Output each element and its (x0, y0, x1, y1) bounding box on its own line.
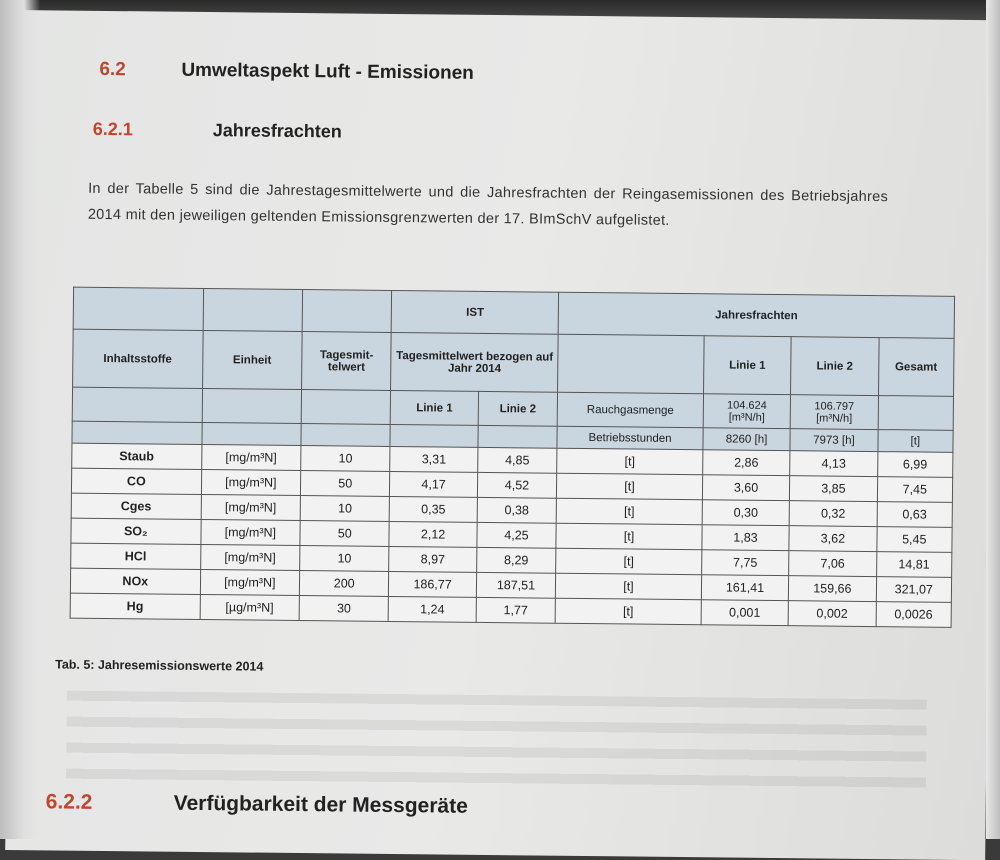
next-subsection-heading (46, 790, 468, 818)
table-caption: Tab. 5: Jahresemissionswerte 2014 (55, 657, 264, 674)
cell-stoff: Hg (70, 593, 200, 619)
cell-jahresfracht-linie1: 3,60 (702, 475, 790, 501)
next-subsection-number: 6.2.2 (45, 790, 93, 814)
cell-stoff: SO₂ (71, 518, 201, 544)
cell-linie1: 3,31 (390, 446, 478, 472)
betriebsstunden-gesamt-unit: [t] (878, 430, 954, 453)
header-empty-cell (478, 425, 558, 448)
cell-jahresfracht-linie2: 0,32 (789, 501, 877, 527)
cell-jahresfracht-linie2: 159,66 (789, 576, 877, 602)
cell-grenzwert: 10 (301, 446, 391, 472)
cell-gesamt: 14,81 (876, 552, 952, 578)
cell-gesamt: 0,0026 (876, 602, 952, 628)
section-title: Umweltaspekt Luft - Emissionen (181, 59, 474, 84)
bleed-through-text (66, 691, 927, 790)
header-empty-cell (72, 421, 202, 444)
cell-grenzwert: 50 (300, 521, 390, 547)
section-heading (99, 59, 474, 85)
cell-linie1: 4,17 (390, 471, 478, 497)
emissions-table (70, 287, 955, 628)
cell-grenzwert: 200 (299, 571, 389, 597)
col-header-linie1: Linie 1 (391, 390, 479, 425)
header-empty-cell (878, 396, 954, 431)
cell-unit: [t] (557, 473, 703, 500)
cell-linie1: 186,77 (389, 571, 477, 597)
cell-unit: [t] (557, 448, 703, 475)
betriebsstunden-linie1: 8260 [h] (703, 428, 791, 451)
cell-jahresfracht-linie2: 7,06 (789, 551, 877, 577)
page-left-shadow (0, 0, 40, 839)
cell-stoff: CO (71, 468, 201, 494)
cell-einheit: [µg/m³N] (200, 594, 300, 620)
col-header-tagesmittel-jahr: Tagesmittelwert bezogen auf Jahr 2014 (391, 332, 558, 392)
rauchgasmenge-label: Rauchgasmenge (557, 392, 703, 428)
betriebsstunden-linie2: 7973 [h] (790, 429, 878, 452)
cell-linie2: 4,52 (477, 472, 557, 498)
cell-linie2: 187,51 (476, 572, 556, 598)
cell-unit: [t] (556, 523, 702, 550)
next-subsection-title: Verfügbarkeit der Messgeräte (173, 791, 468, 818)
section-number: 6.2 (99, 58, 126, 81)
cell-unit: [t] (556, 498, 702, 525)
cell-einheit: [mg/m³N] (201, 494, 301, 520)
cell-jahresfracht-linie2: 3,62 (789, 526, 877, 552)
header-empty-cell (202, 422, 302, 445)
cell-jahresfracht-linie1: 161,41 (701, 575, 789, 601)
cell-grenzwert: 50 (300, 471, 390, 497)
cell-unit: [t] (556, 548, 702, 575)
subsection-title: Jahresfrachten (212, 120, 342, 142)
cell-einheit: [mg/m³N] (200, 519, 300, 545)
cell-linie1: 1,24 (389, 596, 477, 622)
cell-linie1: 8,97 (389, 546, 477, 572)
header-empty-cell (203, 288, 303, 331)
cell-gesamt: 5,45 (876, 527, 952, 553)
page-right-edge (986, 0, 1000, 839)
cell-linie2: 0,38 (477, 497, 557, 523)
cell-stoff: HCl (71, 543, 201, 569)
cell-jahresfracht-linie1: 1,83 (702, 525, 790, 551)
cell-stoff: Cges (71, 493, 201, 519)
cell-gesamt: 0,63 (877, 502, 953, 528)
subsection-heading (93, 119, 342, 143)
cell-jahresfracht-linie1: 2,86 (702, 450, 790, 476)
cell-gesamt: 7,45 (877, 477, 953, 503)
cell-jahresfracht-linie1: 0,30 (702, 500, 790, 526)
cell-linie1: 2,12 (389, 521, 477, 547)
cell-gesamt: 6,99 (877, 452, 953, 478)
rauchgasmenge-linie1: 104.624 [m³N/h] (703, 394, 791, 429)
col-header-linie2: Linie 2 (478, 391, 558, 426)
col-header-gesamt: Gesamt (878, 338, 954, 397)
cell-stoff: NOx (70, 568, 200, 594)
header-empty-cell (301, 390, 391, 425)
header-empty-cell (73, 287, 203, 330)
header-empty-cell (72, 387, 202, 422)
cell-jahresfracht-linie1: 7,75 (701, 550, 789, 576)
col-header-linie1-jahr: Linie 1 (703, 336, 791, 395)
col-header-linie2-jahr: Linie 2 (791, 337, 879, 396)
header-empty-cell (390, 424, 478, 447)
cell-einheit: [mg/m³N] (200, 569, 300, 595)
cell-jahresfracht-linie2: 4,13 (790, 451, 878, 477)
cell-jahresfracht-linie1: 0,001 (701, 600, 789, 626)
cell-grenzwert: 10 (300, 546, 390, 572)
intro-paragraph: In der Tabelle 5 sind die Jahrestagesmittelwerte und die Jahresfrachten der Reingasemissionen des Betriebsjahres 2014 mit den jeweiligen geltenden Emissionsgrenzwerten der 17. BImSchV aufgelistet. (87, 180, 889, 229)
cell-unit: [t] (555, 598, 701, 625)
table-body (70, 443, 953, 627)
header-empty-cell (301, 424, 391, 447)
betriebsstunden-label: Betriebsstunden (557, 426, 703, 450)
cell-linie1: 0,35 (390, 496, 478, 522)
cell-jahresfracht-linie2: 3,85 (790, 476, 878, 502)
col-header-inhaltsstoffe: Inhaltsstoffe (73, 329, 203, 388)
document-page (5, 10, 994, 860)
cell-linie2: 4,25 (477, 522, 557, 548)
header-empty-cell (202, 388, 302, 423)
rauchgasmenge-linie2: 106.797 [m³N/h] (790, 395, 878, 430)
col-header-einheit: Einheit (202, 330, 302, 389)
cell-einheit: [mg/m³N] (201, 469, 301, 495)
subsection-number: 6.2.1 (92, 118, 133, 140)
group-header-ist: IST (392, 290, 559, 334)
cell-linie2: 1,77 (476, 597, 556, 623)
cell-stoff: Staub (72, 443, 202, 469)
cell-grenzwert: 10 (300, 496, 390, 522)
cell-jahresfracht-linie2: 0,002 (788, 601, 876, 627)
header-empty-cell (302, 290, 392, 333)
col-header-tagesmittelwert: Tagesmit-telwert (302, 332, 392, 391)
cell-unit: [t] (556, 573, 702, 600)
cell-einheit: [mg/m³N] (200, 544, 300, 570)
cell-grenzwert: 30 (299, 596, 389, 622)
header-empty-cell (558, 334, 704, 394)
cell-einheit: [mg/m³N] (201, 444, 301, 470)
cell-linie2: 4,85 (477, 447, 557, 473)
cell-linie2: 8,29 (476, 547, 556, 573)
cell-gesamt: 321,07 (876, 577, 952, 603)
group-header-jahresfrachten: Jahresfrachten (558, 292, 954, 338)
